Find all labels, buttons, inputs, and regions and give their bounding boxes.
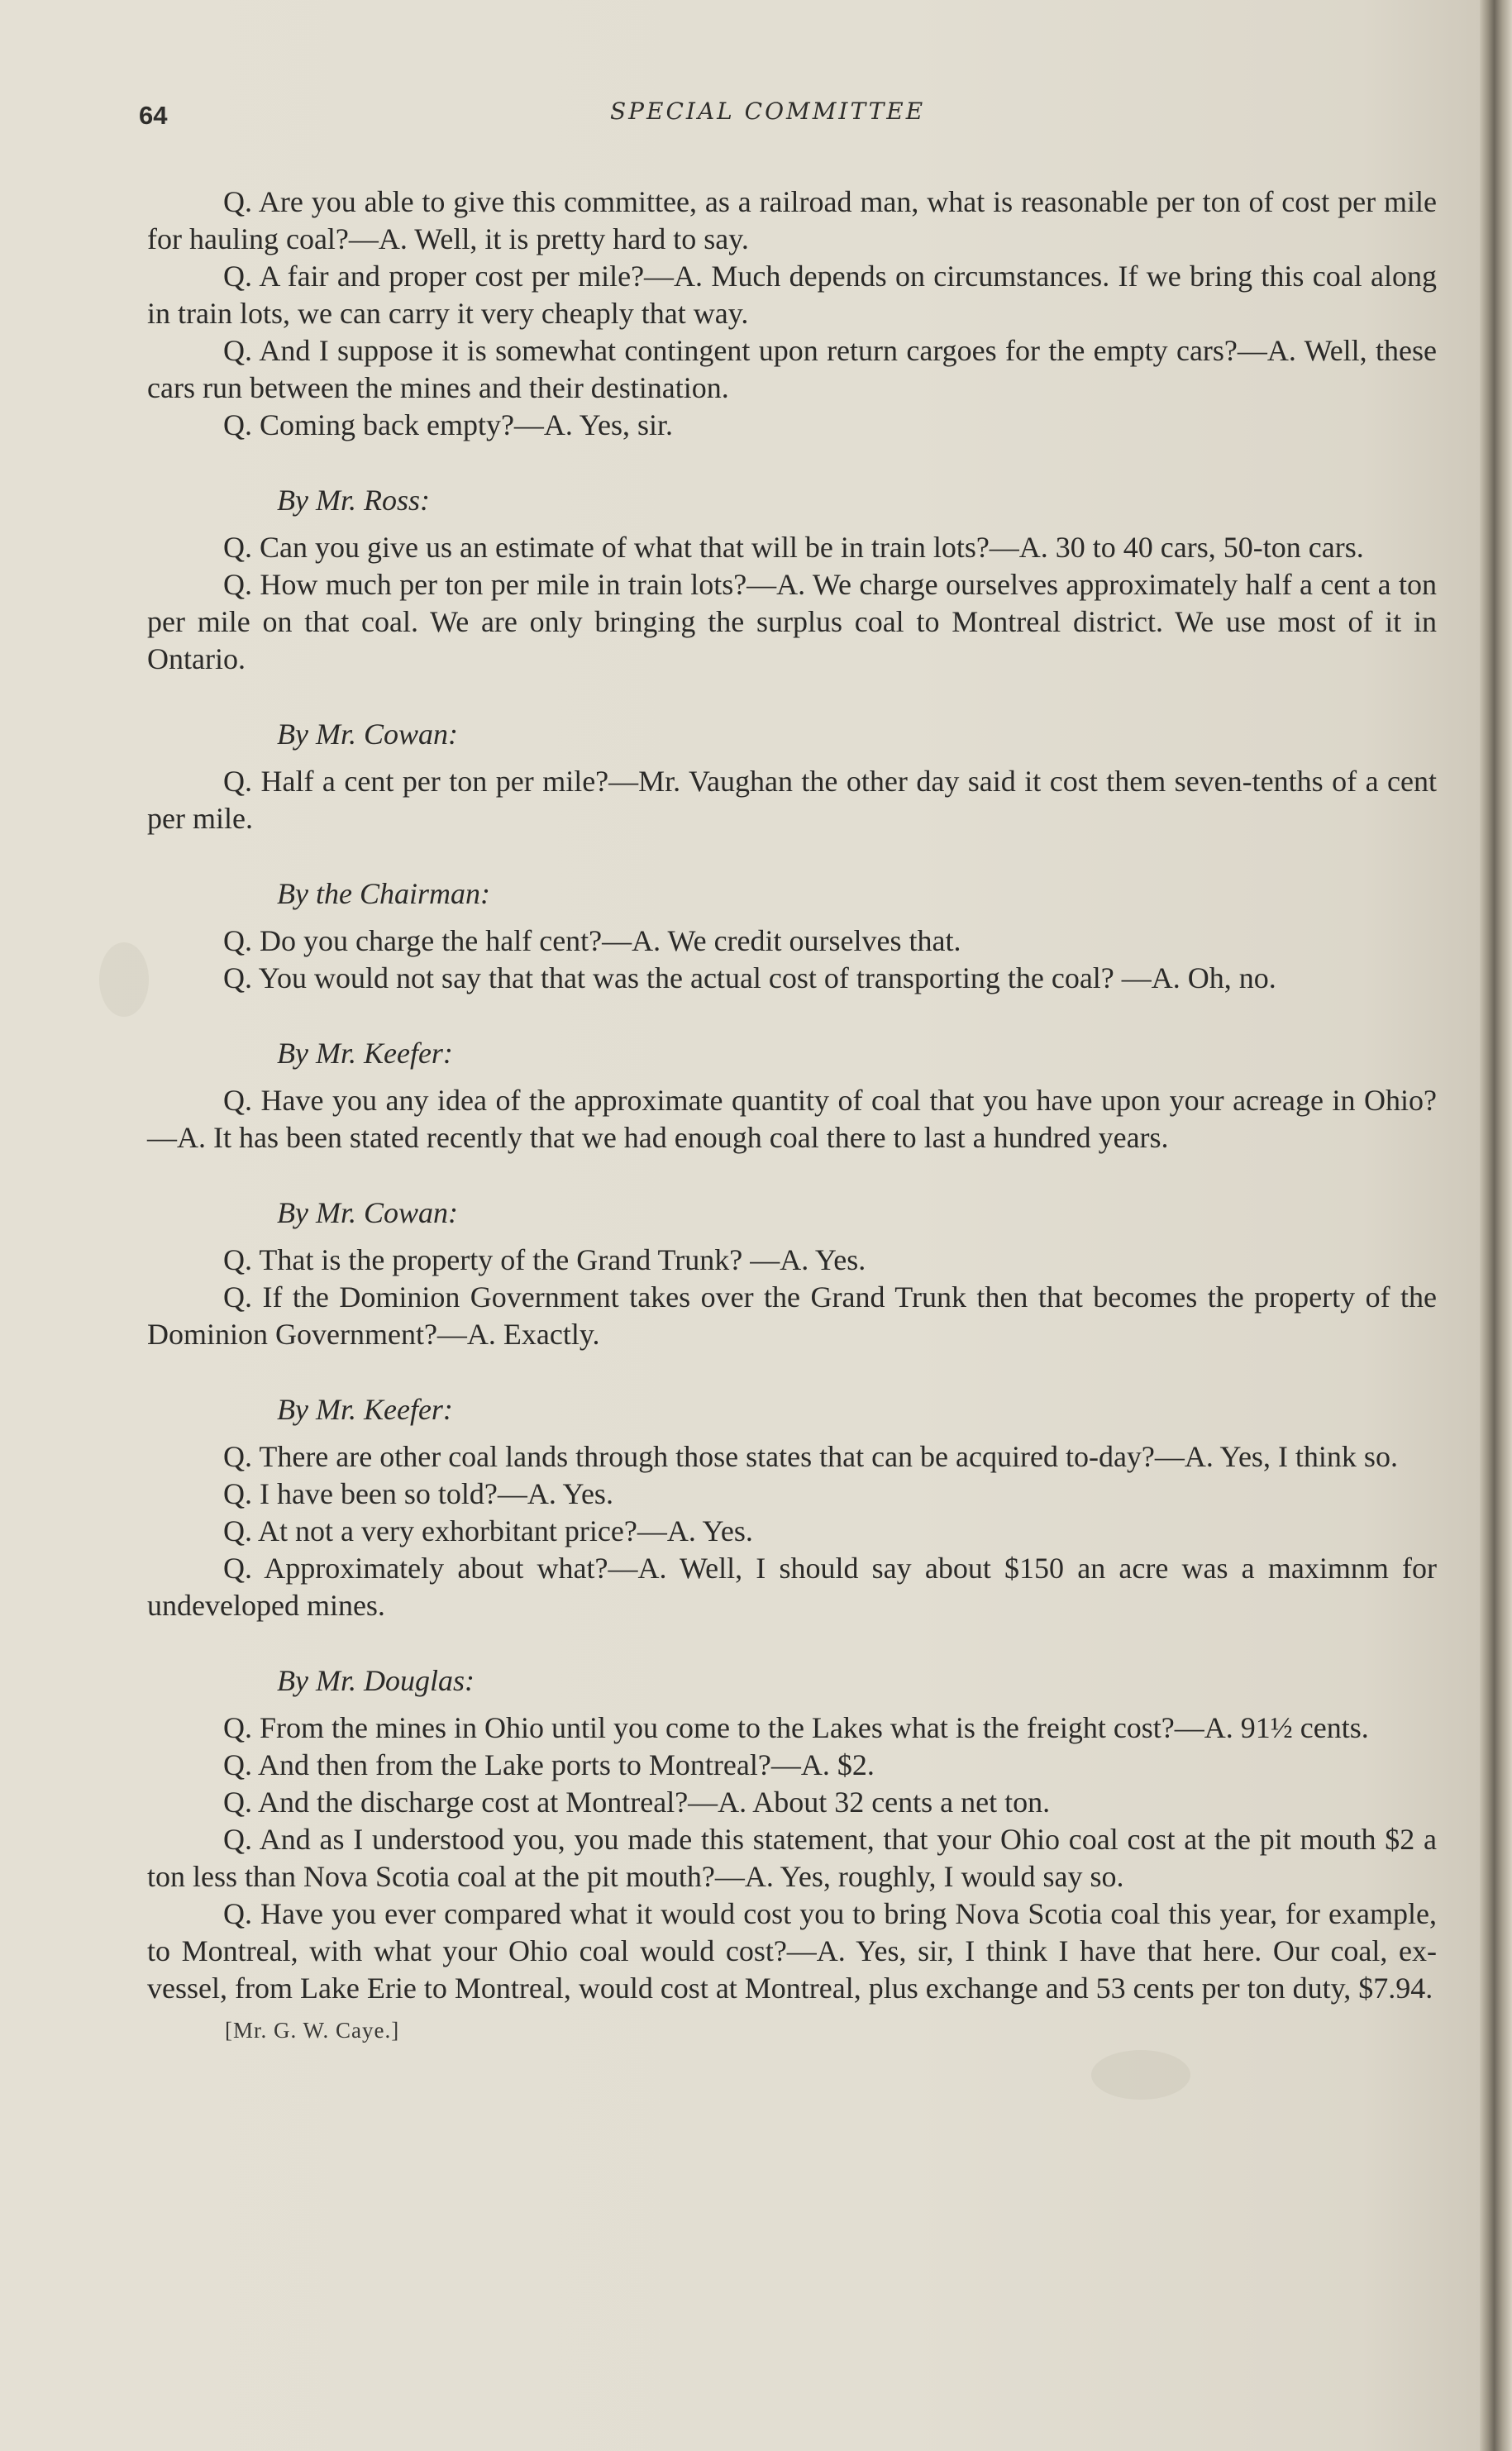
question-answer: Q. A fair and proper cost per mile?—A. Much depends on circumstances. If we bring this coal along in train lots, we can carry it very cheaply that way.	[147, 260, 1437, 330]
question-answer: Q. And I suppose it is somewhat contingent upon return cargoes for the empty cars?—A. Well, these cars run between the mines and their destination.	[147, 334, 1437, 404]
book-binding-edge	[1480, 0, 1512, 2451]
question-answer: Q. If the Dominion Government takes over the Grand Trunk then that becomes the property of the Dominion Government?—A. Exactly.	[147, 1280, 1437, 1351]
speaker-heading: By Mr. Ross:	[277, 484, 430, 517]
question-answer: Q. Approximately about what?—A. Well, I should say about $150 an acre was a maximnm for undeveloped mines.	[147, 1552, 1437, 1622]
speaker-heading: By the Chairman:	[277, 877, 490, 910]
question-answer: Q. And as I understood you, you made this statement, that your Ohio coal cost at the pit mouth $2 a ton less than Nova Scotia coal at the pit mouth?—A. Yes, roughly, I would say so.	[147, 1823, 1437, 1893]
question-answer: Q. Can you give us an estimate of what that will be in train lots?—A. 30 to 40 cars, 50-ton cars.	[223, 531, 1364, 564]
question-answer: Q. And then from the Lake ports to Montreal?—A. $2.	[223, 1748, 875, 1781]
question-answer: Q. From the mines in Ohio until you come to the Lakes what is the freight cost?—A. 91½ cents.	[223, 1711, 1369, 1744]
question-answer: Q. At not a very exhorbitant price?—A. Yes.	[223, 1514, 753, 1547]
speaker-heading: By Mr. Keefer:	[277, 1393, 453, 1426]
speaker-heading: By Mr. Keefer:	[277, 1037, 453, 1070]
speaker-heading: By Mr. Douglas:	[277, 1664, 475, 1697]
section-mr-douglas	[147, 1662, 1437, 2007]
section-mr-ross	[147, 482, 1437, 678]
section-mr-keefer	[147, 1035, 1437, 1156]
page-number: 64	[139, 101, 168, 130]
transcript-body	[147, 184, 1437, 2047]
section-mr-cowan-2	[147, 1195, 1437, 1353]
speaker-heading: By Mr. Cowan:	[277, 1196, 458, 1229]
paper-stain	[99, 942, 149, 1017]
running-title: SPECIAL COMMITTEE	[610, 98, 926, 125]
question-answer: Q. You would not say that that was the actual cost of transporting the coal? —A. Oh, no.	[223, 961, 1276, 994]
section-mr-cowan	[147, 716, 1437, 837]
running-head	[139, 98, 1437, 141]
section-mr-keefer-2	[147, 1391, 1437, 1624]
question-answer: Q. Coming back empty?—A. Yes, sir.	[223, 408, 673, 441]
question-answer: Q. That is the property of the Grand Trunk? —A. Yes.	[223, 1243, 866, 1276]
question-answer: Q. Half a cent per ton per mile?—Mr. Vaughan the other day said it cost them seven-tenths of a cent per mile.	[147, 765, 1437, 835]
section-opening	[147, 184, 1437, 444]
question-answer: Q. And the discharge cost at Montreal?—A. About 32 cents a net ton.	[223, 1786, 1051, 1819]
paper-stain	[1091, 2050, 1190, 2100]
question-answer: Q. Have you any idea of the approximate quantity of coal that you have upon your acreage in Ohio?—A. It has been stated recently that we had enough coal there to last a hundred years.	[147, 1084, 1437, 1154]
question-answer: Q. Do you charge the half cent?—A. We credit ourselves that.	[223, 924, 961, 957]
question-answer: Q. I have been so told?—A. Yes.	[223, 1477, 613, 1510]
question-answer: Q. How much per ton per mile in train lots?—A. We charge ourselves approximately half a cent a ton per mile on that coal. We are only bringing the surplus coal to Montreal district. We use most of it in Ontario.	[147, 568, 1437, 675]
question-answer: Q. There are other coal lands through those states that can be acquired to-day?—A. Yes, I think so.	[223, 1440, 1398, 1473]
question-answer: Q. Are you able to give this committee, as a railroad man, what is reasonable per ton of cost per mile for hauling coal?—A. Well, it is pretty hard to say.	[147, 185, 1437, 255]
section-chairman	[147, 875, 1437, 997]
speaker-heading: By Mr. Cowan:	[277, 718, 458, 751]
question-answer: Q. Have you ever compared what it would cost you to bring Nova Scotia coal this year, for example, to Montreal, with what your Ohio coal would cost?—A. Yes, sir, I think I have that here. Our coal, ex-vessel, from Lake Erie to Montreal, would cost at Montreal, plus exchange and 53 cents per ton duty, $7.94.	[147, 1897, 1437, 2005]
witness-signature: [Mr. G. W. Caye.]	[225, 2018, 400, 2043]
